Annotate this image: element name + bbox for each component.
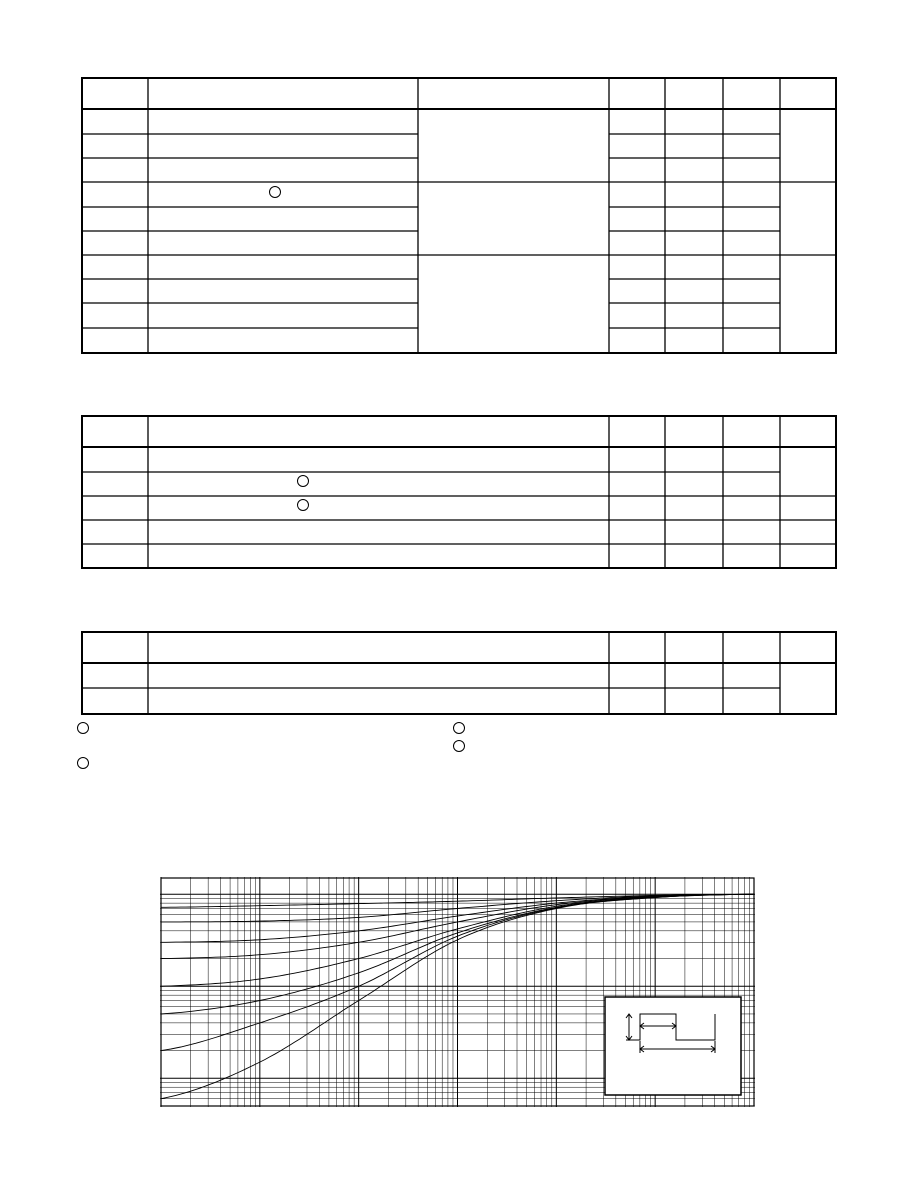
note-marker [297,499,309,511]
footnote-marker-3 [453,722,465,734]
table-2-grid [83,417,835,567]
table-2 [81,415,837,569]
note-marker [297,475,309,487]
table-3-grid [83,633,835,713]
table-3 [81,631,837,715]
note-marker [269,186,281,198]
footnote-marker-2 [77,757,89,769]
table-1-grid [83,79,835,352]
pulse-waveform-inset [605,997,741,1095]
footnote-marker-1 [77,722,89,734]
table-1 [81,77,837,354]
footnote-marker-4 [453,740,465,752]
transient-response-chart [160,877,755,1107]
